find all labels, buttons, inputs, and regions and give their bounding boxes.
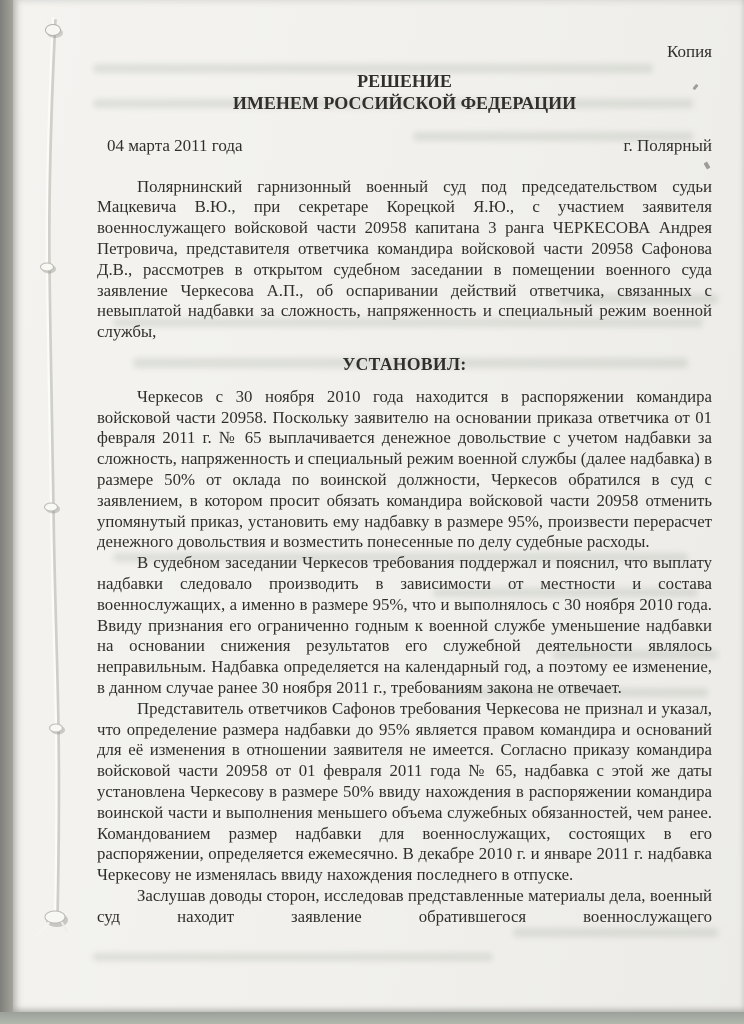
decision-place: г. Полярный — [623, 135, 712, 155]
document-content — [97, 0, 712, 927]
body-paragraph-2: В судебном заседании Черкесов требования поддержал и пояснил, что выплату надбавки следовало производить в зависимости от местности и состава военнослужащих, а именно в размере 95%, что и выполнялось с 30 ноября 2010 года. Ввиду признания его ограниченно годным к военной службе уменьшение надбавки на основании снижения результатов его служебной деятельности являлось неправильным. Надбавка определяется на календарный год, а поэтому ее изменение, в данном случае ранее 30 ноября 2011 г., требованиям закона не отвечает. — [97, 553, 712, 697]
intro-paragraph: Полярнинский гарнизонный военный суд под председательством судьи Мацкевича В.Ю., при секретаре Корецкой Я.Ю., с участием заявителя военнослужащего войсковой части 20958 капитана 3 ранга ЧЕРКЕСОВА Андрея Петровича, представителя ответчика командира войсковой части 20958 Сафонова Д.В., рассмотрев в открытом судебном заседании в помещении военного суда заявление Черкесова А.П., об оспаривании действий ответчика, связанных с невыплатой надбавки за сложность, напряженность и специальный режим военной службы, — [97, 176, 712, 342]
document-subtitle: ИМЕНЕМ РОССИЙСКОЙ ФЕДЕРАЦИИ — [232, 92, 577, 113]
document-title: РЕШЕНИЕ — [357, 70, 452, 91]
body-paragraph-4: Заслушав доводы сторон, исследовав представленные материалы дела, военный суд находит заявление обратившегося военнослужащего — [97, 885, 712, 926]
bleedthrough-smudge — [513, 928, 718, 937]
section-heading: УСТАНОВИЛ: — [342, 353, 467, 374]
date-place-row — [97, 136, 712, 157]
document-page — [13, 0, 744, 1013]
bleedthrough-smudge — [93, 953, 493, 961]
scanner-bottom-edge — [0, 1012, 744, 1024]
decision-date: 04 марта 2011 года — [107, 135, 243, 155]
copy-label: Копия — [666, 42, 712, 61]
body-paragraph-1: Черкесов с 30 ноября 2010 года находится в распоряжении командира войсковой части 20958. Поскольку заявителю на основании приказа ответчика от 01 февраля 2011 г. № 65 выплачивается денежное довольствие с учетом надбавки за сложность, напряженность и специальный режим военной службы (далее надбавка) в размере 50% от оклада по воинской должности, Черкесов обратился в суд с заявлением, в котором просит обязать командира войсковой части 20958 отменить упомянутый приказ, установить ему надбавку в размере 95%, произвести перерасчет денежного довольствия и возместить понесенные по делу судебные расходы. — [97, 386, 712, 552]
body-paragraph-3: Представитель ответчиков Сафонов требования Черкесова не признал и указал, что определение размера надбавки до 95% является правом командира и оснований для её изменения в отношении заявителя не имеется. Согласно приказу командира войсковой части 20958 от 01 февраля 2011 года № 65, надбавка с этой же даты установлена Черкесову в размере 50% ввиду нахождения в распоряжении командира воинской части и выполнения меньшего объема служебных обязанностей, чем ранее. Командованием размер надбавки для военнослужащих, состоящих в его распоряжении, определяется ежемесячно. В декабре 2010 г. и январе 2011 г. надбавка Черкесову не изменялась ввиду нахождения последнего в отпуске. — [97, 698, 712, 885]
